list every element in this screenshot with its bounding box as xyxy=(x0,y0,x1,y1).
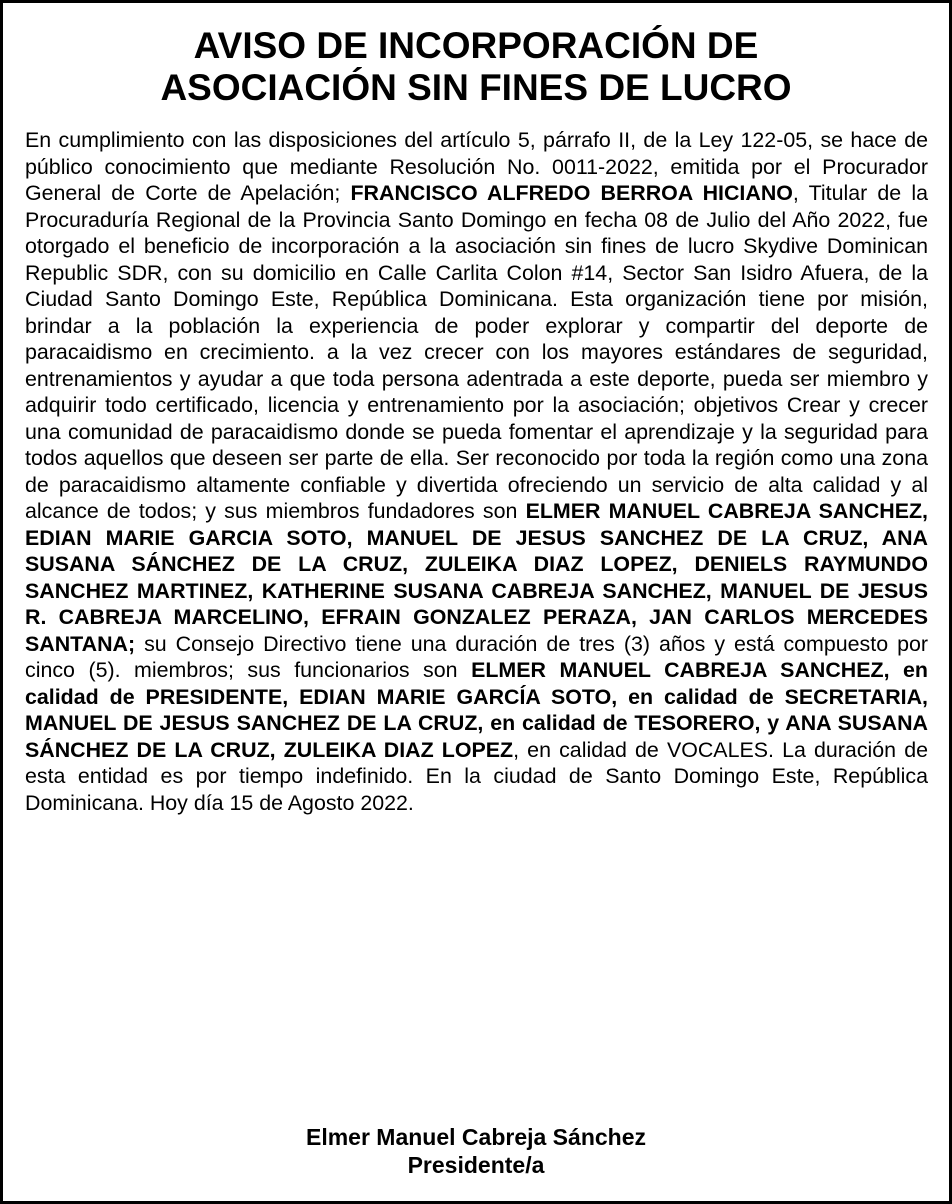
body-text-segment-2: , Titular de la Procuraduría Regional de la Provincia Santo Domingo en fecha 08 de Julio del Año 2022, fue otorgado el beneficio de incorporación a la asociación sin fines de lucro Skydive Dominican Republic SDR, con su domicilio en Calle Carlita Colon #14, Sector San Isidro Afuera, de la Ciudad Santo Domingo Este, República Dominicana. Esta organización tiene por misión, brindar a la población la experiencia de poder explorar y compartir del deporte de paracaidismo en crecimiento. a la vez crecer con los mayores estándares de seguridad, entrenamientos y ayudar a que toda persona adentrada a este deporte, pueda ser miembro y adquirir todo certificado, licencia y entrenamiento por la asociación; objetivos Crear y crecer una comunidad de paracaidismo donde se pueda fomentar el aprendizaje y la seguridad para todos aquellos que deseen ser parte de ella. Ser reconocido por toda la región como una zona de paracaidismo altamente confiable y divertida ofreciendo un servicio de alta calidad y al alcance de todos; y sus miembros fundadores son xyxy=(25,181,928,523)
notice-title xyxy=(23,25,929,109)
signature-role: Presidente/a xyxy=(407,1152,545,1178)
notice-body xyxy=(25,127,928,816)
signature-block xyxy=(23,1123,929,1179)
officers-list: ELMER MANUEL CABREJA SANCHEZ, en calidad de PRESIDENTE, EDIAN MARIE GARCÍA SOTO, en calidad de SECRETARIA, MANUEL DE JESUS SANCHEZ DE LA CRUZ, en calidad de TESORERO, y ANA SUSANA SÁNCHEZ DE LA CRUZ, ZULEIKA DIAZ LOPEZ xyxy=(25,658,928,762)
procurador-name: FRANCISCO ALFREDO BERROA HICIANO xyxy=(350,181,793,205)
founding-members-list: ELMER MANUEL CABREJA SANCHEZ, EDIAN MARIE GARCIA SOTO, MANUEL DE JESUS SANCHEZ DE LA CRUZ, ANA SUSANA SÁNCHEZ DE LA CRUZ, ZULEIKA DIAZ LOPEZ, DENIELS RAYMUNDO SANCHEZ MARTINEZ, KATHERINE SUSANA CABREJA SANCHEZ, MANUEL DE JESUS R. CABREJA MARCELINO, EFRAIN GONZALEZ PERAZA, JAN CARLOS MERCEDES SANTANA; xyxy=(25,499,928,656)
signature-name: Elmer Manuel Cabreja Sánchez xyxy=(305,1124,646,1150)
title-line-2: ASOCIACIÓN SIN FINES DE LUCRO xyxy=(160,67,792,108)
body-text-segment-4: , en calidad de VOCALES. La duración de esta entidad es por tiempo indefinido. En la ciudad de Santo Domingo Este, República Dominicana. Hoy día 15 de Agosto 2022. xyxy=(25,737,928,815)
title-line-1: AVISO DE INCORPORACIÓN DE xyxy=(193,25,759,66)
body-text-segment-3: su Consejo Directivo tiene una duración de tres (3) años y está compuesto por cinco (5). miembros; sus funcionarios son xyxy=(25,631,928,682)
body-text-segment-1: En cumplimiento con las disposiciones del artículo 5, párrafo II, de la Ley 122-05, se hace de público conocimiento que mediante Resolución No. 0011-2022, emitida por el Procurador General de Corte de Apelación; xyxy=(25,128,928,205)
